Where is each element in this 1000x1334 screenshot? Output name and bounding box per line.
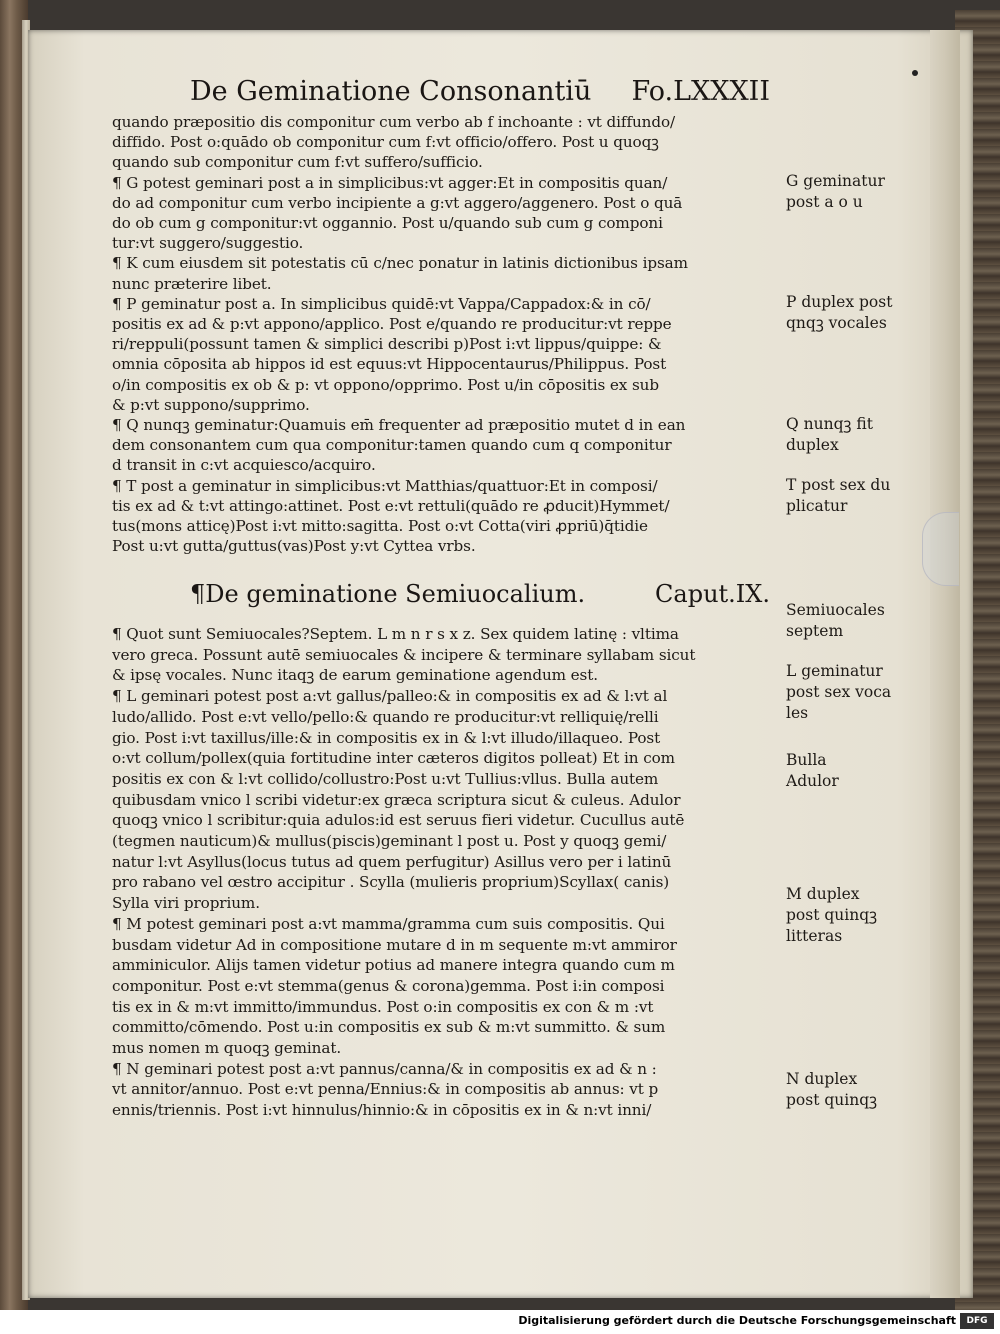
margin-note-line: septem [786, 622, 844, 640]
text-line: ¶ K cum eiusdem sit potestatis cū c/nec ponatur in latinis dictionibus ipsam [112, 254, 688, 273]
text-line: amminiculor. Alijs tamen videtur potius ad manere integra quando cum m [112, 956, 675, 975]
margin-note-line: qnqꝫ vocales [786, 314, 887, 332]
text-line: do ob cum g componitur:vt oggannio. Post u/quando sub cum g componi [112, 214, 663, 232]
text-line: do ad componitur cum verbo incipiente a g:vt aggero/aggenero. Post o quā [112, 193, 683, 212]
text-line: & ipsę vocales. Nunc itaqꝫ de earum geminatione agendum est. [112, 666, 598, 685]
text-line: Post u:vt gutta/guttus(vas)Post y:vt Cyttea vrbs. [112, 537, 476, 556]
margin-note-line: N duplex [786, 1070, 858, 1088]
margin-note-line: L geminatur [786, 662, 883, 680]
dfg-logo: DFG [960, 1313, 994, 1329]
text-line: ludo/allido. Post e:vt vello/pello:& quando re producitur:vt relliquię/relli [112, 707, 659, 726]
ink-dot [912, 70, 918, 76]
chapter-number: Caput.IX. [655, 580, 770, 608]
chapter-heading [190, 580, 770, 614]
margin-note-line: Semiuocales [786, 601, 885, 619]
text-line: ri/reppuli(possunt tamen & simplici describi p)Post i:vt lippus/quippe: & [112, 335, 662, 354]
text-line: quibusdam vnico l scribi videtur:ex græca scriptura sicut & culeus. Adulor [112, 790, 681, 809]
margin-note-l [786, 661, 936, 724]
text-line: quando sub componitur cum f:vt suffero/sufficio. [112, 153, 483, 172]
text-line: ¶ G potest geminari post a in simplicibus:vt agger:Et in compositis quan/ [112, 173, 668, 192]
text-line: ¶ T post a geminatur in simplicibus:vt Matthias/quattuor:Et in composi/ [112, 476, 658, 495]
margin-note-line: P duplex post [786, 293, 893, 311]
running-title: De Geminatione Consonantiū [190, 76, 592, 107]
text-line: ¶ Q nunqꝫ geminatur:Quamuis em̄ frequenter ad præpositio mutet d in ean [112, 416, 686, 434]
text-line: o/in compositis ex ob & p: vt oppono/opprimo. Post u/in cōpositis ex sub [112, 375, 659, 394]
text-line: ennis/triennis. Post i:vt hinnulus/hinnio:& in cōpositis ex in & n:vt inni/ [112, 1101, 652, 1120]
margin-note-line: G geminatur [786, 172, 885, 190]
margin-note-line: M duplex [786, 885, 860, 903]
margin-note-m [786, 884, 936, 947]
margin-note-p [786, 292, 936, 334]
text-line: Sylla viri proprium. [112, 894, 260, 913]
text-line: tus(mons atticę)Post i:vt mitto:sagitta. Post o:vt Cotta(viri ꝓpriū)q̄tidie [112, 517, 648, 535]
margin-note-n [786, 1069, 936, 1111]
digitization-footer [0, 1310, 1000, 1334]
margin-note-line: litteras [786, 927, 843, 945]
margin-note-line: duplex [786, 436, 839, 454]
margin-note-t [786, 475, 936, 517]
text-line: tur:vt suggero/suggestio. [112, 234, 304, 253]
margin-note-line: post sex voca [786, 683, 892, 701]
margin-note-line: Bulla [786, 751, 827, 769]
text-line: mus nomen m quoqꝫ geminat. [112, 1039, 342, 1057]
text-line: omnia cōposita ab hippos id est equus:vt Hippocentaurus/Philippus. Post [112, 355, 667, 374]
text-line: quando præpositio dis componitur cum verbo ab f inchoante : vt diffundo/ [112, 113, 676, 131]
text-line: pro rabano vel œstro accipitur . Scylla (mulieris proprium)Scyllax( canis) [112, 873, 670, 892]
text-line: quoqꝫ vnico l scribitur:quia adulos:id est seruus fieri videtur. Cucullus autē [112, 811, 685, 830]
margin-note-line: post quinqꝫ [786, 906, 878, 924]
margin-note-line: post a o u [786, 193, 863, 211]
text-line: natur l:vt Asyllus(locus tutus ad quem perfugitur) Asillus vero per i latinū [112, 852, 672, 871]
funding-credit: Digitalisierung gefördert durch die Deutsche Forschungsgemeinschaft [518, 1314, 956, 1327]
text-line: ¶ Quot sunt Semiuocales?Septem. L m n r s x z. Sex quidem latinę : vltima [112, 625, 679, 643]
text-line: ¶ L geminari potest post a:vt gallus/palleo:& in compositis ex ad & l:vt al [112, 687, 668, 706]
text-line: diffido. Post o:quādo ob componitur cum f:vt officio/offero. Post u quoqꝫ [112, 133, 659, 152]
folio-number: Fo.LXXXII [631, 76, 770, 107]
text-line: ¶ M potest geminari post a:vt mamma/gramma cum suis compositis. Qui [112, 914, 665, 933]
page-clip [922, 512, 959, 586]
text-line: tis ex in & m:vt immitto/immundus. Post o:in compositis ex con & m :vt [112, 997, 654, 1016]
text-line: & p:vt suppono/supprimo. [112, 395, 310, 414]
text-line: nunc præterire libet. [112, 274, 272, 293]
running-header [190, 76, 770, 112]
text-line: gio. Post i:vt taxillus/ille:& in compositis ex in & l:vt illudo/illaqueo. Post [112, 728, 661, 747]
text-line: ¶ N geminari potest post a:vt pannus/canna/& in compositis ex ad & n : [112, 1059, 657, 1078]
text-line: d transit in c:vt acquiesco/acquiro. [112, 456, 376, 475]
text-line: ¶ P geminatur post a. In simplicibus quidē:vt Vappa/Cappadox:& in cō/ [112, 294, 651, 313]
text-line: o:vt collum/pollex(quia fortitudine inter cæteros digitos polleat) Et in com [112, 749, 675, 768]
text-line: vt annitor/annuo. Post e:vt penna/Ennius:& in compositis ab annus: vt p [112, 1080, 659, 1099]
margin-note-line: Adulor [786, 772, 839, 790]
margin-note-line: plicatur [786, 497, 848, 515]
chapter-title: ¶De geminatione Semiuocalium. [190, 580, 586, 608]
text-line: committo/cōmendo. Post u:in compositis ex sub & m:vt summitto. & sum [112, 1018, 666, 1037]
margin-note-line: post quinqꝫ [786, 1091, 878, 1109]
text-line: vero greca. Possunt autē semiuocales & incipere & terminare syllabam sicut [112, 645, 696, 664]
text-line: positis ex ad & p:vt appono/applico. Post e/quando re producitur:vt reppe [112, 315, 672, 333]
margin-note-line: les [786, 704, 809, 722]
text-line: tis ex ad & t:vt attingo:attinet. Post e:vt rettuli(quādo re ꝓducit)Hymmet/ [112, 496, 670, 515]
text-line: (tegmen nauticum)& mullus(piscis)geminant l post u. Post y quoqꝫ gemi/ [112, 832, 667, 850]
margin-note-semiuocales [786, 600, 936, 642]
margin-note-line: Q nunqꝫ fit [786, 415, 873, 433]
text-line: positis ex con & l:vt collido/collustro:Post u:vt Tullius:vllus. Bulla autem [112, 769, 659, 788]
text-line: dem consonantem cum qua componitur:tamen quando cum q componitur [112, 436, 672, 455]
margin-note-q [786, 414, 936, 456]
text-line: componitur. Post e:vt stemma(genus & corona)gemma. Post i:in composi [112, 976, 665, 995]
text-line: busdam videtur Ad in compositione mutare d in m sequente m:vt ammiror [112, 935, 677, 954]
margin-note-g [786, 171, 936, 213]
margin-note-line: T post sex du [786, 476, 891, 494]
margin-note-bulla [786, 750, 936, 792]
